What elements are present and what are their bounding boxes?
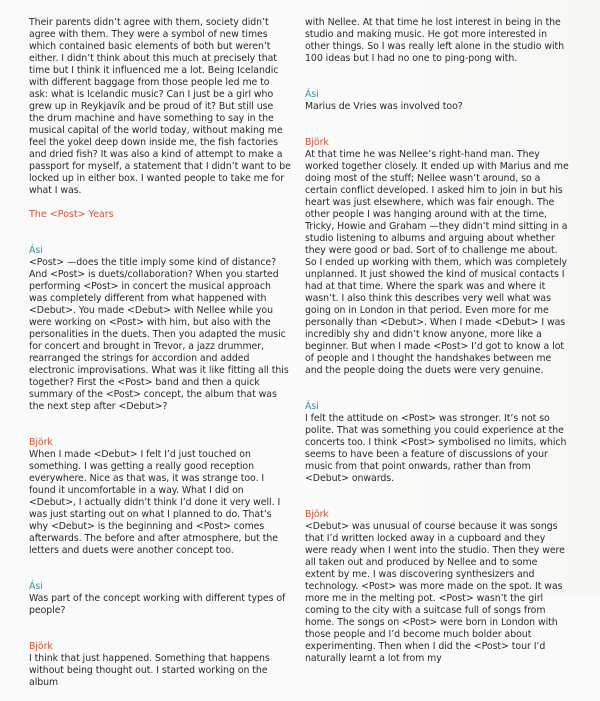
interview-exchange bbox=[29, 425, 291, 557]
speaker-label-asi: Ási bbox=[305, 401, 319, 412]
exchange-text: When I made <Debut> I felt I’d just touched on something. I was getting a really good reception everywhere. Nice as that was, it was strange too. I found it uncomfortable in a way. What I did on <Debut>, I actually didn’t think I’d done it very well. I was just starting out on what I planned to do. That’s why <Debut> is the beginning and <Post> comes afterwards. The before and after atmosphere, but the letters and duets were another concept too. bbox=[29, 449, 281, 556]
exchange-text: Was part of the concept working with different types of people? bbox=[29, 593, 286, 616]
interview-exchange bbox=[305, 389, 570, 485]
interview-exchange bbox=[29, 569, 291, 617]
exchange-text: <Debut> was unusual of course because it was songs that I’d written locked away in a cupboard and they were ready when I went into the studio. Then they were all taken out and produced by Nellee and to some extent by me. I was discovering synthesizers and technology. <Post> was more made on the spot. It was more me in the melting pot. <Post> wasn’t the girl coming to the city with a suitcase full of songs from home. The songs on <Post> were born in London with those people and I’d become much bolder about experimenting. Then when I did the <Post> tour I’d naturally learnt a lot from my bbox=[305, 521, 565, 664]
interview-exchange bbox=[305, 125, 570, 377]
exchange-text: I think that just happened. Something that happens without being thought out. I started working on the album bbox=[29, 653, 270, 688]
speaker-label-asi: Ási bbox=[29, 581, 43, 592]
interview-exchange bbox=[29, 629, 291, 689]
interview-exchange bbox=[305, 77, 570, 113]
intro-paragraph: Their parents didn’t agree with them, society didn’t agree with them. They were a symbol of new times which contained basic elements of both but weren’t either. I didn’t think about this much at precisely that time but I think it influenced me a lot. Being Icelandic with different baggage from those people led me to ask: what is Icelandic music? Can I just be a girl who grew up in Reykjavík and be proud of it? But still use the drum machine and have something to say in the musical capital of the world today, without making me feel the yokel deep down inside me, the fish factories and dried fish? It was also a kind of attempt to make a passport for myself, a statement that I didn’t want to be locked up in either box. I wanted people to take me for what I was. bbox=[29, 17, 291, 196]
continuation-paragraph: with Nellee. At that time he lost interest in being in the studio and making music. He got more interested in other things. So I was really left alone in the studio with 100 ideas but I had no one to ping-pong with. bbox=[305, 17, 565, 64]
left-column bbox=[29, 17, 291, 701]
interview-exchange bbox=[305, 497, 570, 665]
speaker-label-bjork: Björk bbox=[29, 437, 53, 448]
exchange-text: Marius de Vries was involved too? bbox=[305, 101, 463, 112]
speaker-label-bjork: Björk bbox=[305, 509, 329, 520]
exchange-text: I felt the attitude on <Post> was stronger. It’s not so polite. That was something you could experience at the concerts too. I think <Post> symbolised no limits, which seems to have been a feature of discussions of your music from that point onwards, rather than from <Debut> onwards. bbox=[305, 413, 567, 484]
speaker-label-asi: Ási bbox=[305, 89, 319, 100]
speaker-label-bjork: Björk bbox=[305, 137, 329, 148]
exchange-text: <Post> —does the title imply some kind of distance? And <Post> is duets/collaboration? When you started performing <Post> in concert the musical approach was completely different from what happened with <Debut>. You made <Debut> with Nellee while you were working on <Post> with him, but also with the personalities in the duets. Then you adapted the music for concert and brought in Trevor, a jazz drummer, rearranged the strings for accordion and added electronic improvisations. What was it like fitting all this together? First the <Post> band and then a quick summary of the <Post> concept, the album that was the next step after <Debut>? bbox=[29, 257, 289, 412]
section-heading: The <Post> Years bbox=[29, 209, 114, 220]
right-column bbox=[305, 17, 570, 677]
interview-exchange bbox=[29, 233, 291, 413]
exchange-text: At that time he was Nellee’s right-hand man. They worked together closely. It ended up with Marius and me doing most of the stuff; Nellee wasn’t around, so a certain conflict developed. I asked him to join in but his heart was just elsewhere, which was fair enough. The other people I was hanging around with at the time, Tricky, Howie and Graham —they didn’t mind sitting in a studio listening to albums and arguing about whether they were good or bad. Sort of to challenge me about. So I ended up working with them, which was completely unplanned. It just showed the kind of musical contacts I had at that time. Where the spark was and where it wasn’t. I also think this describes very well what was going on in London in that period. Even more for me personally than <Debut>. When I made <Debut> I was incredibly shy and didn’t know anyone, more like a beginner. But when I made <Post> I’d got to know a lot of people and I thought the handshakes between me and the people doing the duets were very genuine. bbox=[305, 149, 569, 376]
speaker-label-asi: Ási bbox=[29, 245, 43, 256]
speaker-label-bjork: Björk bbox=[29, 641, 53, 652]
